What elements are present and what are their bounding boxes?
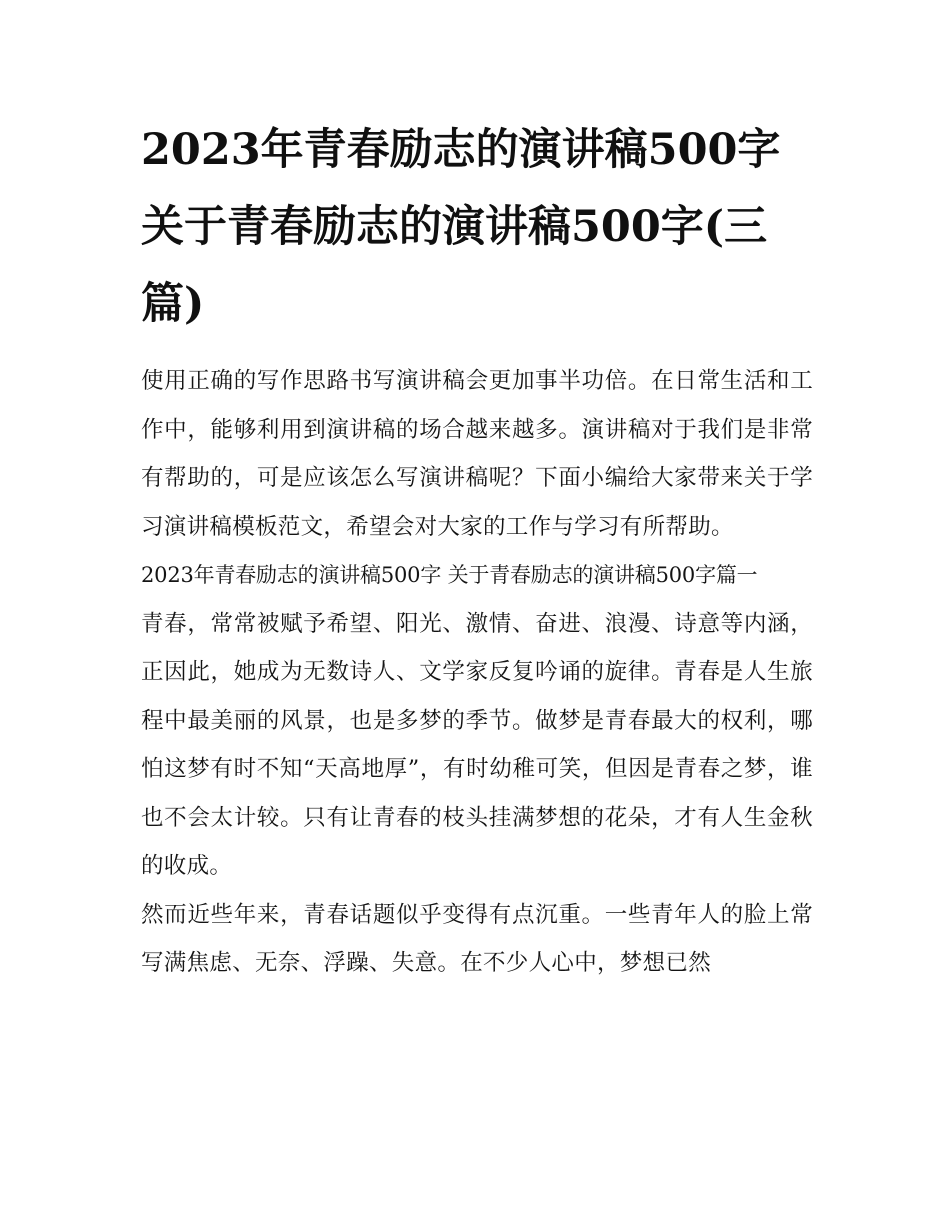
document-page bbox=[141, 112, 813, 988]
body-paragraph-2: 然而近些年来，青春话题似乎变得有点沉重。一些青年人的脸上常写满焦虑、无奈、浮躁、失意。在不少人心中，梦想已然 bbox=[141, 901, 813, 976]
document-title: 2023年青春励志的演讲稿500字 关于青春励志的演讲稿500字(三篇) bbox=[141, 125, 781, 329]
section-heading: 2023年青春励志的演讲稿500字 关于青春励志的演讲稿500字篇一 bbox=[141, 563, 758, 587]
intro-paragraph: 使用正确的写作思路书写演讲稿会更加事半功倍。在日常生活和工作中，能够利用到演讲稿的场合越来越多。演讲稿对于我们是非常有帮助的，可是应该怎么写演讲稿呢？下面小编给大家带来关于学习演讲稿模板范文，希望会对大家的工作与学习有所帮助。 bbox=[141, 368, 813, 540]
body-paragraph-1: 青春，常常被赋予希望、阳光、激情、奋进、浪漫、诗意等内涵，正因此，她成为无数诗人、文学家反复吟诵的旋律。青春是人生旅程中最美丽的风景，也是多梦的季节。做梦是青春最大的权利，哪怕这梦有时不知“天高地厚”，有时幼稚可笑，但因是青春之梦，谁也不会太计较。只有让青春的枝头挂满梦想的花朵，才有人生金秋的收成。 bbox=[141, 610, 813, 879]
